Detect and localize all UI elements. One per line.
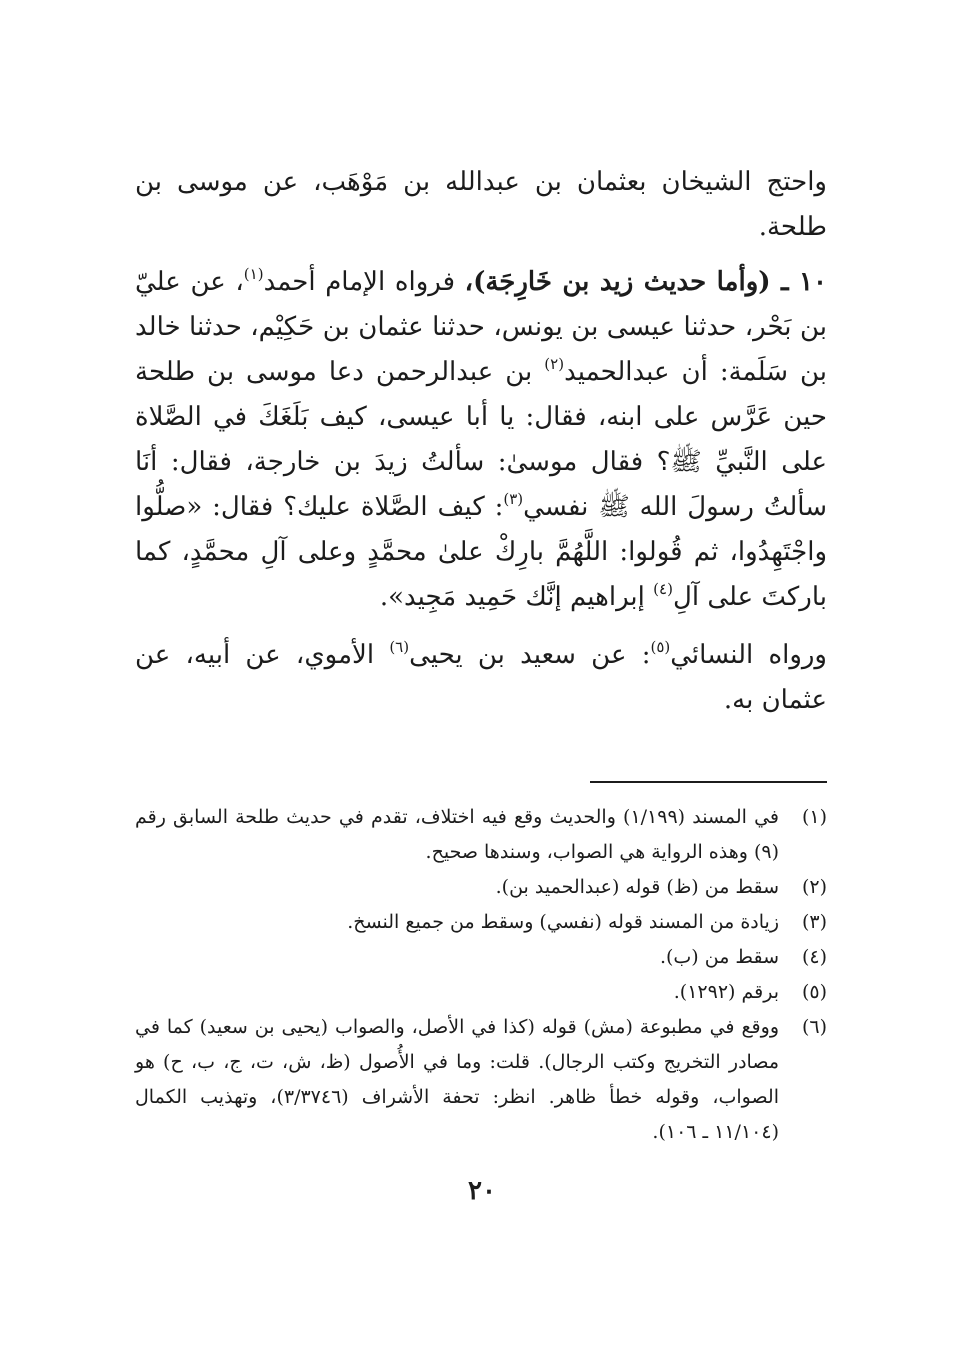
footnote-number: (٢) xyxy=(801,876,827,898)
footnote xyxy=(135,870,827,905)
footnote-text: ووقع في مطبوعة (مش) قوله (كذا في الأصل، والصواب (يحيى بن سعيد) كما في مصادر التخريج وكتب الرجال). قلت: وما في الأُصول (ظ، ش، ت، ج، ب، ح) هو الصواب، وقوله خطأ ظاهر. انظر: تحفة الأشراف (٣/٣٧٤٦)، وتهذيب الكمال (١١/١٠٤ ـ ١٠٦). xyxy=(135,1016,779,1143)
text-segment: : كيف الصَّلاة عليك؟ فقال: «صلُّوا واجْتَهِدُوا، ثم قُولوا: اللَّهُمَّ بارِكْ علىٰ محمَّدٍ وعلى آلِ محمَّدٍ، كما باركتَ على آلِ xyxy=(135,492,827,612)
section-heading: (وأما حديث زيد بن خَارِجَة)، xyxy=(464,267,771,297)
footnote-ref-2: (٢) xyxy=(544,355,565,373)
paragraph-intro-text: واحتج الشيخان بعثمان بن عبدالله بن مَوْهَب، عن موسى بن طلحة. xyxy=(135,167,827,242)
footnote-number: (٥) xyxy=(801,981,827,1003)
footnote-text: في المسند (١/١٩٩) والحديث وقع فيه اختلاف، تقدم في حديث طلحة السابق رقم (٩) وهذه الرواية هي الصواب، وسندها صحيح. xyxy=(135,806,779,863)
footnote xyxy=(135,800,827,870)
footnote-ref-5: (٥) xyxy=(650,638,671,656)
footnote-ref-6: (٦) xyxy=(389,638,410,656)
text-segment: إبراهيم إنَّك حَمِيد مَجِيد». xyxy=(379,582,654,612)
text-segment: فرواه الإمام أحمد xyxy=(263,267,465,297)
footnote xyxy=(135,905,827,940)
footnote xyxy=(135,975,827,1010)
footnote-separator xyxy=(590,781,827,783)
footnote xyxy=(135,1010,827,1150)
text-segment: ورواه النسائي xyxy=(670,640,827,670)
text-segment: الأموي، عن أبيه، عن عثمان به. xyxy=(135,640,827,715)
footnote xyxy=(135,940,827,975)
footnotes xyxy=(135,800,827,1150)
text-segment: بن عبدالرحمن دعا موسى بن طلحة حين عَرَّس على ابنه، فقال: يا أبا عيسى، كيف بَلَغَكَ في الصَّلاة على النَّبيِّ ﷺ؟ فقال موسىٰ: سألتُ زيدَ بن خارجة، فقال: أنَا سألتُ رسولَ الله ﷺ نفسي xyxy=(135,357,827,522)
footnote-number: (٣) xyxy=(801,911,827,933)
paragraph-hadith-zaid xyxy=(135,260,827,620)
page-number: ٢٠ xyxy=(468,1176,496,1206)
footnote-text: زيادة من المسند قوله (نفسي) وسقط من جميع النسخ. xyxy=(347,911,779,933)
text-segment: ، عن عليّ بن بَحْر، حدثنا عيسى بن يونس، حدثنا عثمان بن حَكِيْم، حدثنا خالد بن سَلَمة: أن عبدالحميد xyxy=(135,267,827,387)
footnote-number: (٤) xyxy=(801,946,827,968)
paragraph-intro xyxy=(135,160,827,250)
footnote-ref-3: (٣) xyxy=(503,490,524,508)
paragraph-nasai xyxy=(135,633,827,723)
footnote-number: (٦) xyxy=(801,1016,827,1038)
footnote-number: (١) xyxy=(801,806,827,828)
footnote-text: سقط من (ظ) قوله (عبدالحميد بن). xyxy=(495,876,779,898)
footnote-ref-4: (٤) xyxy=(653,580,673,598)
text-segment: : عن سعيد بن يحيى xyxy=(409,640,651,670)
footnote-text: برقم (١٢٩٢). xyxy=(673,981,779,1003)
footnote-ref-1: (١) xyxy=(243,265,264,283)
item-number: ١٠ ـ xyxy=(770,267,827,297)
footnote-text: سقط من (ب). xyxy=(659,946,779,968)
